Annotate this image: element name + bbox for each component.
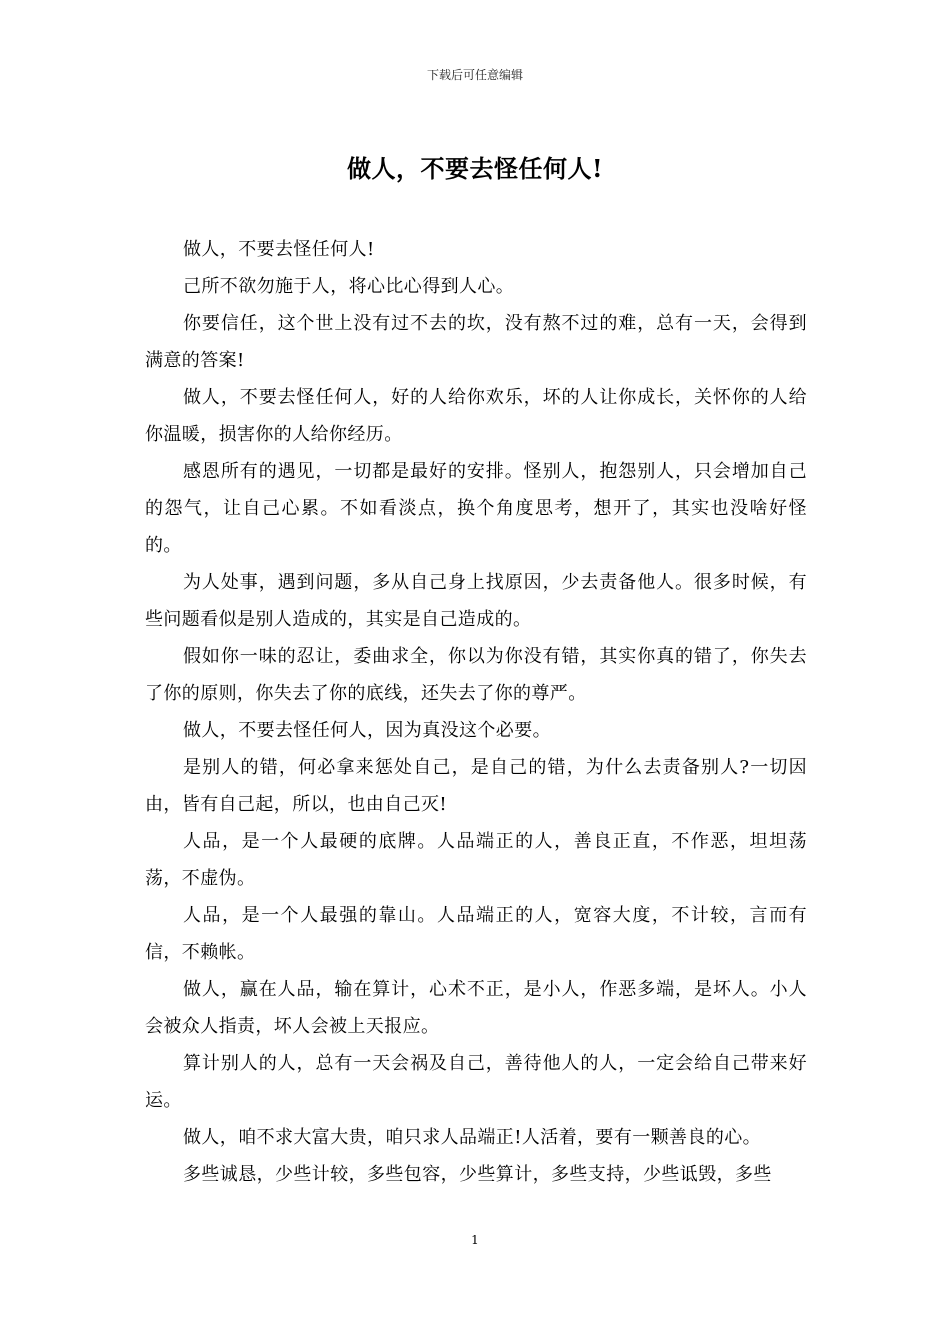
paragraph: 人品，是一个人最硬的底牌。人品端正的人，善良正直，不作恶，坦坦荡荡，不虚伪。 (145, 831, 807, 889)
paragraph: 是别人的错，何必拿来惩处自己，是自己的错，为什么去责备别人?一切因由，皆有自己起，所以，也由自己灭! (145, 757, 807, 815)
paragraph: 人品，是一个人最强的靠山。人品端正的人，宽容大度，不计较，言而有信，不赖帐。 (145, 905, 807, 963)
paragraph: 做人，不要去怪任何人，好的人给你欢乐，坏的人让你成长，关怀你的人给你温暖，损害你的人给你经历。 (145, 387, 807, 445)
paragraph: 做人，咱不求大富大贵，咱只求人品端正!人活着，要有一颗善良的心。 (183, 1127, 762, 1148)
paragraph: 感恩所有的遇见，一切都是最好的安排。怪别人，抱怨别人，只会增加自己的怨气，让自己心累。不如看淡点，换个角度思考，想开了，其实也没啥好怪的。 (145, 461, 807, 556)
paragraph: 做人，不要去怪任何人，因为真没这个必要。 (183, 720, 551, 741)
document-title: 做人，不要去怪任何人! (346, 154, 604, 183)
paragraph: 为人处事，遇到问题，多从自己身上找原因，少去责备他人。很多时候，有些问题看似是别人造成的，其实是自己造成的。 (145, 572, 807, 630)
paragraph: 做人，赢在人品，输在算计，心术不正，是小人，作恶多端，是坏人。小人会被众人指责，坏人会被上天报应。 (145, 979, 807, 1037)
page-number: 1 (471, 1233, 479, 1247)
paragraph: 多些诚恳，少些计较，多些包容，少些算计，多些支持，少些诋毁，多些 (183, 1164, 772, 1185)
paragraph: 做人，不要去怪任何人! (183, 239, 375, 260)
paragraph: 己所不欲勿施于人，将心比心得到人心。 (183, 276, 515, 297)
paragraph: 你要信任，这个世上没有过不去的坎，没有熬不过的难，总有一天，会得到满意的答案! (145, 313, 807, 371)
paragraph: 算计别人的人，总有一天会祸及自己，善待他人的人，一定会给自己带来好运。 (145, 1053, 807, 1111)
page-header-note: 下载后可任意编辑 (426, 68, 523, 82)
document-body (145, 231, 807, 1193)
paragraph: 假如你一味的忍让，委曲求全，你以为你没有错，其实你真的错了，你失去了你的原则，你失去了你的底线，还失去了你的尊严。 (145, 646, 807, 704)
